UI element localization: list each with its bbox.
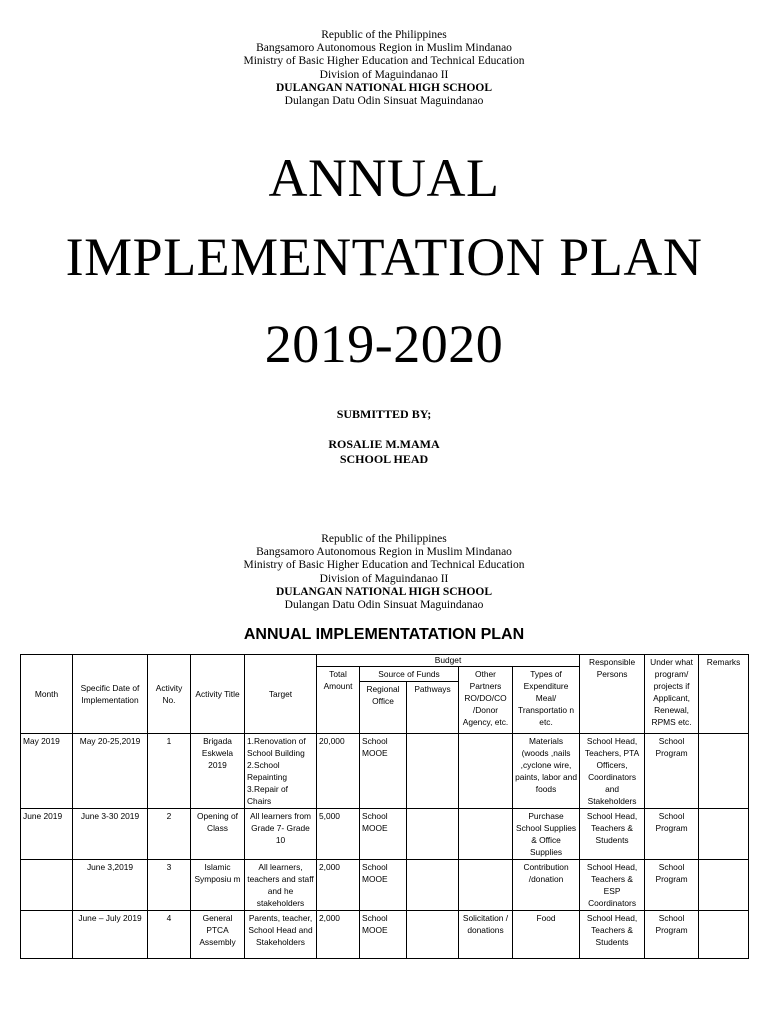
republic-line: Republic of the Philippines (321, 533, 447, 545)
cell-remarks (699, 860, 749, 911)
republic-line: Republic of the Philippines (321, 29, 447, 41)
header-target: Target (245, 655, 317, 734)
cell-other-partners (459, 860, 513, 911)
cell-pathways (407, 809, 459, 860)
cover-title-year: 2019-2020 (264, 314, 504, 374)
cell-activity-title: Islamic Symposiu m (191, 860, 245, 911)
cell-activity-title: Opening of Class (191, 809, 245, 860)
cell-regional-office: School MOOE (360, 734, 407, 809)
school-name: DULANGAN NATIONAL HIGH SCHOOL (275, 81, 493, 94)
cell-pathways (407, 911, 459, 959)
letterhead-top (0, 29, 768, 108)
header-types-of-expenditure: Types of Expenditure Meal/ Transportatio n etc. (513, 667, 580, 734)
cell-month (21, 911, 73, 959)
school-address: Dulangan Datu Odin Sinsuat Maguindanao (284, 95, 484, 108)
table-row (21, 734, 749, 809)
cell-activity-no: 2 (148, 809, 191, 860)
cell-date: June – July 2019 (73, 911, 148, 959)
cell-regional-office: School MOOE (360, 911, 407, 959)
cell-regional-office: School MOOE (360, 860, 407, 911)
header-responsible-persons: Responsible Persons (580, 655, 645, 734)
cell-activity-no: 1 (148, 734, 191, 809)
cell-target: All learners, teachers and staff and he stakeholders (245, 860, 317, 911)
header-other-partners: Other Partners RO/DO/CO /Donor Agency, etc. (459, 667, 513, 734)
cell-program: School Program (645, 860, 699, 911)
cell-regional-office: School MOOE (360, 809, 407, 860)
cell-target: Parents, teacher, School Head and Stakeholders (245, 911, 317, 959)
cell-activity-no: 3 (148, 860, 191, 911)
cell-target: All learners from Grade 7- Grade 10 (245, 809, 317, 860)
cell-program: School Program (645, 809, 699, 860)
header-remarks: Remarks (699, 655, 749, 734)
submitter-position: SCHOOL HEAD (339, 452, 429, 466)
cell-date: June 3,2019 (73, 860, 148, 911)
submitter-name: ROSALIE M.MAMA (328, 437, 440, 451)
cell-expenditure: Purchase School Supplies & Office Supplies (513, 809, 580, 860)
header-specific-date: Specific Date of Implementation (73, 655, 148, 734)
cell-other-partners (459, 809, 513, 860)
cell-date: June 3-30 2019 (73, 809, 148, 860)
table-row (21, 860, 749, 911)
header-under-what-program: Under what program/ projects if Applicant, Renewal, RPMS etc. (645, 655, 699, 734)
cell-activity-title: Brigada Eskwela 2019 (191, 734, 245, 809)
cell-month: June 2019 (21, 809, 73, 860)
division-line: Division of Maguindanao II (319, 68, 449, 81)
cell-amount: 5,000 (317, 809, 360, 860)
cell-responsible: School Head, Teachers & Students (580, 809, 645, 860)
cell-responsible: School Head, Teachers, PTA Officers, Coordinators and Stakeholders (580, 734, 645, 809)
cell-other-partners (459, 734, 513, 809)
cell-expenditure: Contribution /donation (513, 860, 580, 911)
ministry-line: Ministry of Basic Higher Education and Technical Education (243, 559, 525, 572)
cell-month: May 2019 (21, 734, 73, 809)
cell-expenditure: Food (513, 911, 580, 959)
cell-remarks (699, 734, 749, 809)
school-name: DULANGAN NATIONAL HIGH SCHOOL (275, 585, 493, 598)
cell-remarks (699, 809, 749, 860)
cell-pathways (407, 860, 459, 911)
cell-remarks (699, 911, 749, 959)
cell-target: 1.Renovation of School Building 2.School Repainting 3.Repair of Chairs (245, 734, 317, 809)
cover-title-annual: ANNUAL (268, 148, 500, 208)
implementation-plan-table (20, 654, 749, 959)
cell-month (21, 860, 73, 911)
division-line: Division of Maguindanao II (319, 572, 449, 585)
table-row (21, 809, 749, 860)
header-activity-no: Activity No. (148, 655, 191, 734)
cell-responsible: School Head, Teachers & ESP Coordinators (580, 860, 645, 911)
cover-title-implementation-plan: IMPLEMENTATION PLAN (65, 227, 703, 287)
region-line: Bangsamoro Autonomous Region in Muslim Mindanao (256, 42, 512, 55)
cell-other-partners: Solicitation / donations (459, 911, 513, 959)
region-line: Bangsamoro Autonomous Region in Muslim Mindanao (256, 546, 512, 559)
school-address: Dulangan Datu Odin Sinsuat Maguindanao (284, 599, 484, 612)
header-source-of-funds: Source of Funds (360, 667, 459, 682)
submitted-by-label: SUBMITTED BY; (336, 407, 432, 421)
cell-program: School Program (645, 734, 699, 809)
cell-pathways (407, 734, 459, 809)
cell-expenditure: Materials (woods ,nails ,cyclone wire, paints, labor and foods (513, 734, 580, 809)
cell-amount: 20,000 (317, 734, 360, 809)
header-month: Month (21, 655, 73, 734)
cell-responsible: School Head, Teachers & Students (580, 911, 645, 959)
header-total-amount: Total Amount (317, 667, 360, 734)
header-budget: Budget (317, 655, 580, 667)
cell-activity-title: General PTCA Assembly (191, 911, 245, 959)
cell-activity-no: 4 (148, 911, 191, 959)
cell-program: School Program (645, 911, 699, 959)
header-activity-title: Activity Title (191, 655, 245, 734)
cell-amount: 2,000 (317, 911, 360, 959)
ministry-line: Ministry of Basic Higher Education and Technical Education (243, 55, 525, 68)
cell-date: May 20-25,2019 (73, 734, 148, 809)
letterhead-second (0, 533, 768, 612)
table-row (21, 911, 749, 959)
header-pathways: Pathways (407, 682, 459, 734)
cell-amount: 2,000 (317, 860, 360, 911)
plan-table-title: ANNUAL IMPLEMENTATATION PLAN (243, 626, 525, 643)
header-regional-office: Regional Office (360, 682, 407, 734)
